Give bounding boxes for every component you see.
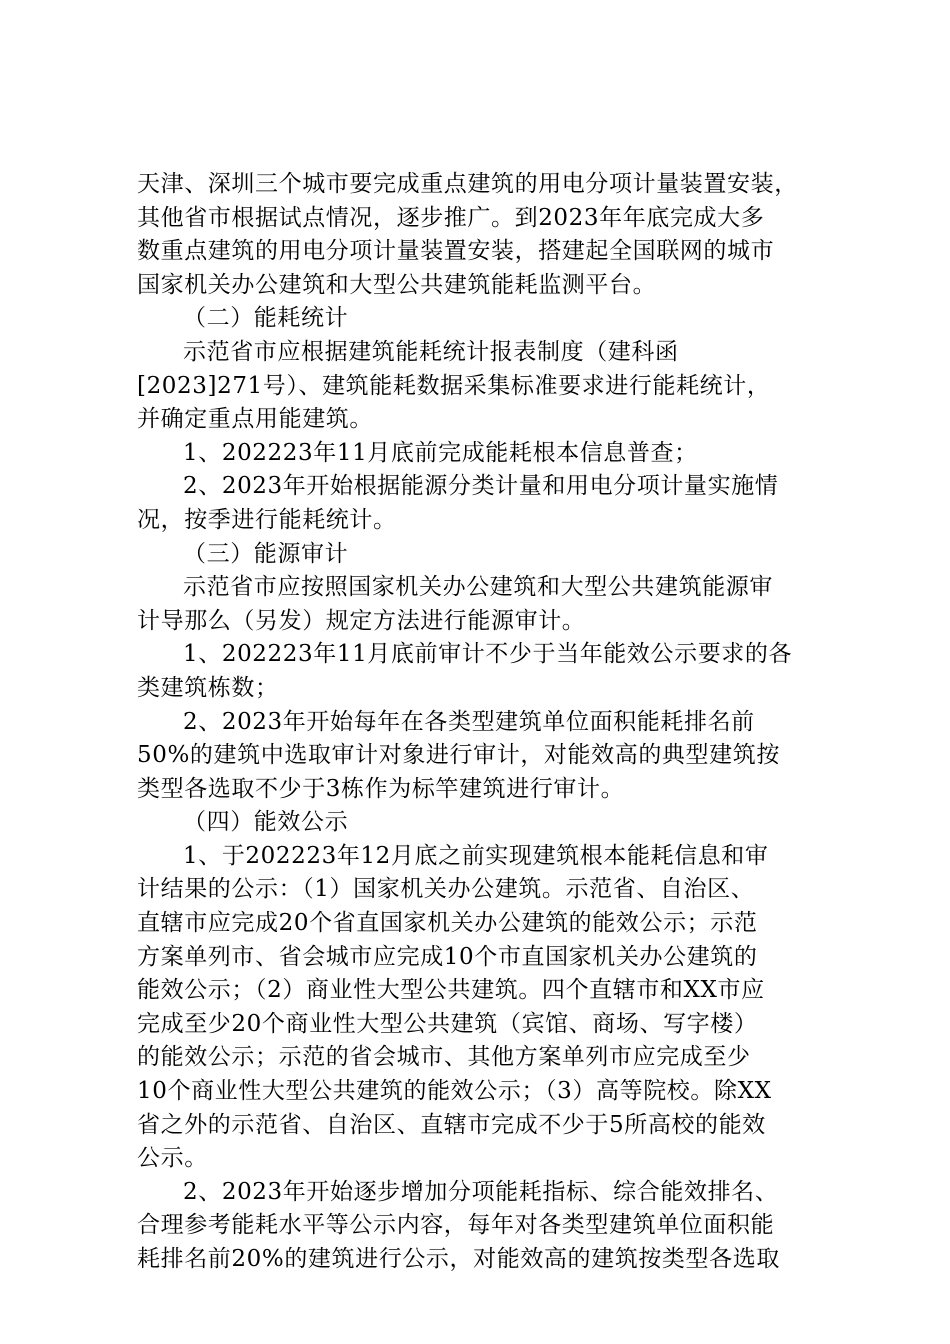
text-line: 1、于202223年12月底之前实现建筑根本能耗信息和审 xyxy=(183,842,769,869)
text-line: 合理参考能耗水平等公示内容，每年对各类型建筑单位面积能 xyxy=(137,1212,775,1239)
text-line: 并确定重点用能建筑。 xyxy=(137,406,373,433)
text-line: 耗排名前20%的建筑进行公示，对能效高的建筑按类型各选取 xyxy=(137,1246,780,1272)
text-line: 计导那么（另发）规定方法进行能源审计。 xyxy=(137,607,586,634)
text-line: 计结果的公示：（1）国家机关办公建筑。示范省、自治区、 xyxy=(137,876,755,903)
text-line: （四）能效公示 xyxy=(183,809,349,836)
text-line: 类建筑栋数； xyxy=(137,674,279,701)
text-line: 1、202223年11月底前完成能耗根本信息普查； xyxy=(183,439,698,466)
text-line: [2023]271号）、建筑能耗数据采集标准要求进行能耗统计， xyxy=(137,372,771,399)
text-line: 1、202223年11月底前审计不少于当年能效公示要求的各 xyxy=(183,641,793,668)
text-line: 10个商业性大型公共建筑的能效公示；（3）高等院校。除XX xyxy=(137,1078,772,1105)
text-line: 的能效公示；示范的省会城市、其他方案单列市应完成至少 xyxy=(137,1044,751,1071)
text-line: 公示。 xyxy=(137,1145,208,1172)
text-line: 国家机关办公建筑和大型公共建筑能耗监测平台。 xyxy=(137,271,657,298)
text-line: 类型各选取不少于3栋作为标竿建筑进行审计。 xyxy=(137,775,625,802)
text-line: 2、2023年开始逐步增加分项能耗指标、综合能效排名、 xyxy=(183,1178,779,1205)
text-line: （三）能源审计 xyxy=(183,540,349,567)
text-line: 其他省市根据试点情况，逐步推广。到2023年年底完成大多 xyxy=(137,204,765,231)
text-line: 天津、深圳三个城市要完成重点建筑的用电分项计量装置安装， xyxy=(137,171,798,197)
text-line: （二）能耗统计 xyxy=(183,305,349,332)
text-line: 示范省市应根据建筑能耗统计报表制度（建科函 xyxy=(183,338,679,365)
text-line: 数重点建筑的用电分项计量装置安装，搭建起全国联网的城市 xyxy=(137,238,775,265)
text-line: 2、2023年开始根据能源分类计量和用电分项计量实施情 xyxy=(183,473,779,500)
text-line: 省之外的示范省、自治区、直辖市完成不少于5所高校的能效 xyxy=(137,1111,766,1138)
text-line: 2、2023年开始每年在各类型建筑单位面积能耗排名前 xyxy=(183,708,755,735)
text-line: 示范省市应按照国家机关办公建筑和大型公共建筑能源审 xyxy=(183,574,773,601)
text-line: 方案单列市、省会城市应完成10个市直国家机关办公建筑的 xyxy=(137,943,758,970)
document-page xyxy=(137,168,827,1277)
text-line: 况，按季进行能耗统计。 xyxy=(137,506,397,533)
text-line: 完成至少20个商业性大型公共建筑（宾馆、商场、写字楼） xyxy=(137,1010,758,1037)
text-line: 50%的建筑中选取审计对象进行审计，对能效高的典型建筑按 xyxy=(137,742,780,769)
text-line: 能效公示；（2）商业性大型公共建筑。四个直辖市和XX市应 xyxy=(137,977,765,1004)
text-line: 直辖市应完成20个省直国家机关办公建筑的能效公示；示范 xyxy=(137,910,758,937)
